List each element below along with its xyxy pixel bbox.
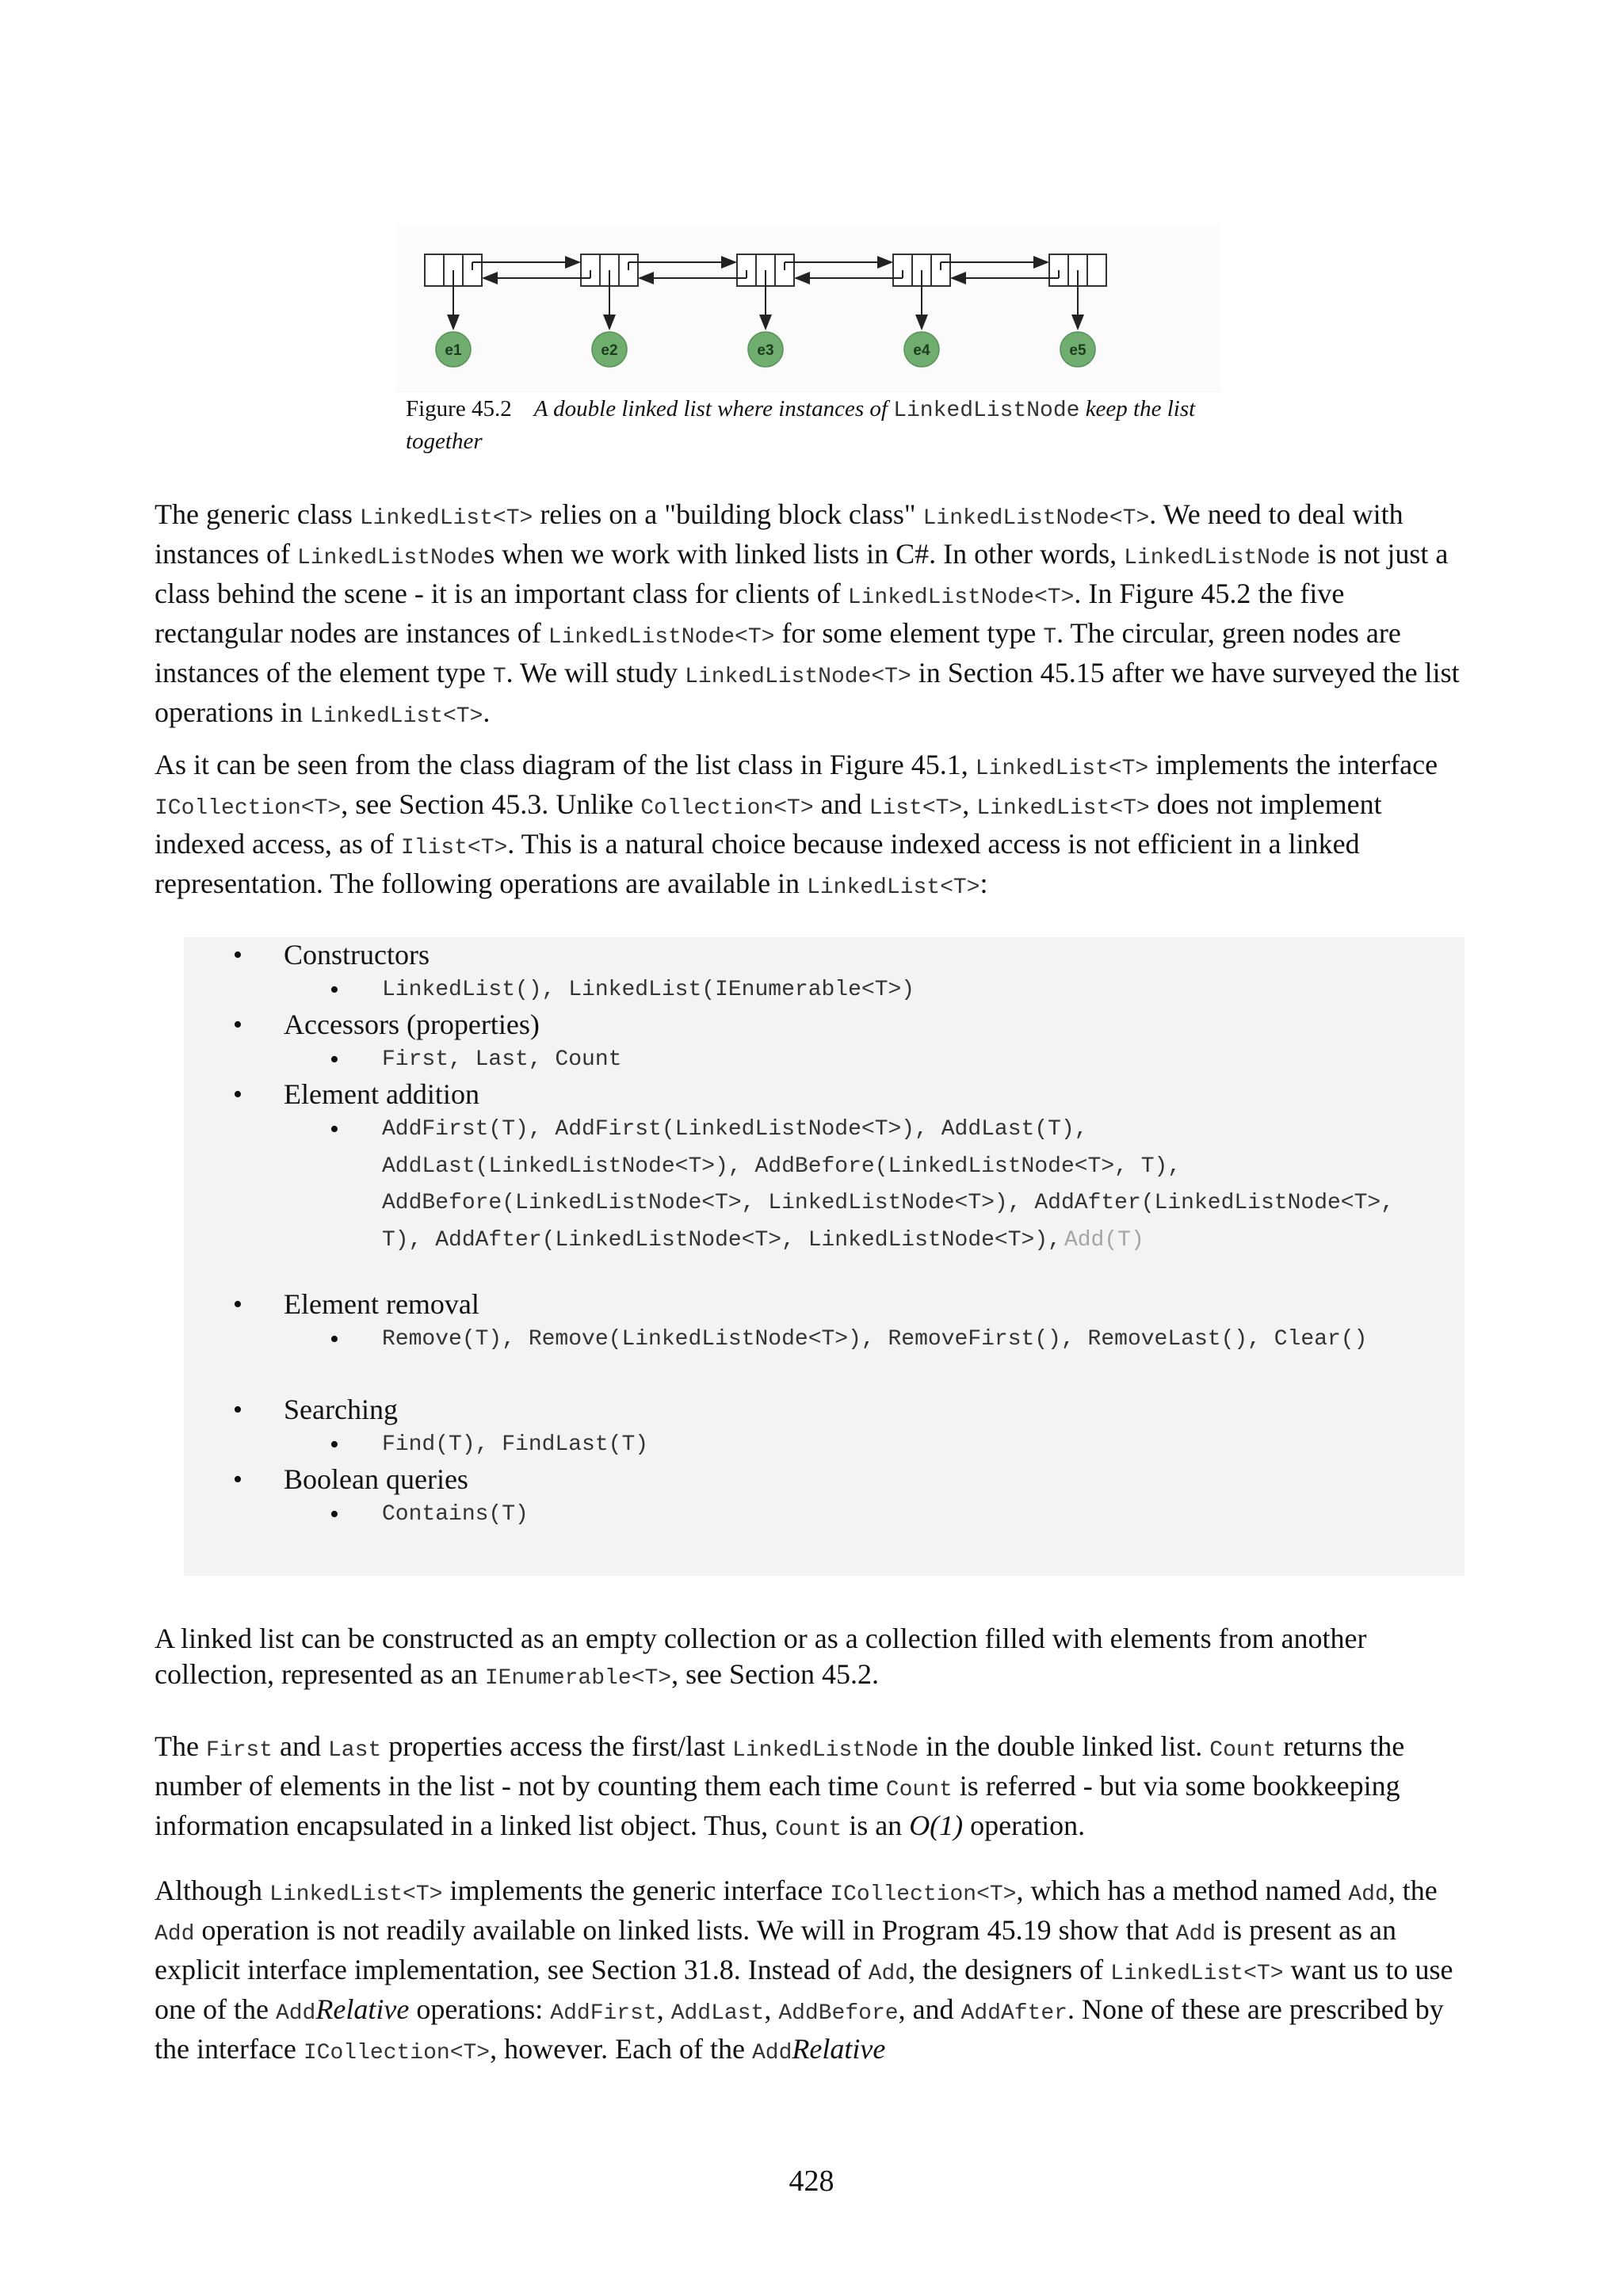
text: is an [842,1810,910,1841]
page-number: 428 [789,2164,834,2198]
code: Add [868,1962,909,1986]
text: implements the interface [1148,749,1438,780]
element-label: e2 [601,342,618,359]
code: AddBefore [778,2001,899,2026]
italic-text: Relative [792,2033,886,2065]
italic-text: Relative [315,1993,410,2025]
text: is referred - but via some bookkeeping information encapsulated in a linked list object. Thus, [155,1770,1400,1841]
text: operation. [963,1810,1086,1841]
element-label: e5 [1069,342,1086,359]
code: Add [275,2001,316,2026]
text: properties access the first/last [381,1730,733,1762]
code: Count [1209,1738,1277,1763]
caption-code: LinkedListNode [893,399,1080,423]
text: , however. Each of the [490,2033,752,2065]
text: in Section 45.15 after we have surveyed the list operations in [155,657,1460,728]
text: A linked list can be constructed as an empty collection or as a collection filled with elements from another collection, represented as an [155,1623,1367,1690]
text: s when we work with linked lists in C#. In other words, [483,538,1125,570]
code-dim: Add(T) [1064,1227,1144,1253]
paragraph-properties [155,1729,1478,1848]
text: , the designers of [908,1954,1111,1985]
text: , [656,1993,671,2025]
element-label: e3 [757,342,774,359]
operation-items [184,1112,1396,1260]
code: LinkedListNode<T> [922,506,1150,531]
operation-group [184,1007,1465,1080]
paragraph-construction [155,1621,1478,1696]
code: LinkedList<T> [975,757,1149,781]
text: : [980,868,988,899]
code: IEnumerable<T> [484,1666,672,1691]
code: Collection<T> [640,796,814,821]
operation-items [184,1428,1396,1465]
code: LinkedListNode<T> [685,665,911,689]
text: is not just a class behind the scene - it is an important class for clients of [155,538,1449,609]
figure-caption [406,394,1238,456]
operation-heading: • Boolean queries [184,1462,1465,1497]
operation-items [184,973,1396,1010]
code: Remove(T), Remove(LinkedListNode<T>), RemoveFirst(), RemoveLast(), Clear() [382,1327,1368,1352]
code: Find(T), FindLast(T) [382,1432,649,1457]
text: for some element type [774,617,1044,649]
operation-group [184,1077,1465,1260]
text: operation is not readily available on linked lists. We will in Program 45.19 show that [194,1914,1176,1946]
text: and [813,788,869,820]
text: . [483,696,491,728]
text: The [155,1730,206,1762]
code: T [492,665,506,689]
code: LinkedListNode [1124,546,1311,570]
text: As it can be seen from the class diagram of the list class in Figure 45.1, [155,749,976,780]
text: . We will study [506,657,685,688]
operation-heading: • Element addition [184,1077,1465,1112]
text: . The circular, green nodes are instances of the element type [155,617,1401,688]
text: in the double linked list. [918,1730,1210,1762]
text: . None of these are prescribed by the interface [155,1993,1444,2065]
text: Although [155,1875,270,1906]
italic-text: O(1) [909,1810,964,1841]
code: ICollection<T> [303,2041,491,2065]
text: is present as an explicit interface implementation, see Section 31.8. Instead of [155,1914,1397,1985]
code: AddAfter [960,2001,1067,2026]
code: Contains(T) [382,1502,529,1527]
text: . We need to deal with instances of [155,498,1403,570]
paragraph-class-diagram [155,747,1478,906]
code: LinkedList<T> [807,875,980,900]
code: LinkedList<T> [269,1882,443,1907]
code: Add [1175,1922,1216,1947]
code: LinkedListNode [296,546,484,570]
code: LinkedList<T> [1110,1962,1284,1986]
code: First [205,1738,273,1763]
code: AddLast [670,2001,765,2026]
code: Add [1348,1882,1388,1907]
operation-group [184,1287,1465,1360]
text: , and [898,1993,961,2025]
code: Add [752,2041,792,2065]
code: Count [885,1778,953,1802]
text: , see Section 45.3. Unlike [341,788,641,820]
element-label: e1 [445,342,462,359]
operation-group [184,937,1465,1010]
code: LinkedListNode [732,1738,919,1763]
paragraph-add-relative [155,1873,1478,2071]
operation-heading: • Constructors [184,937,1465,973]
code: LinkedList<T> [309,704,483,729]
text: , which has a method named [1016,1875,1349,1906]
text: , the [1388,1875,1438,1906]
code: LinkedList<T> [359,506,533,531]
code: LinkedListNode<T> [847,585,1075,610]
code: List<T> [869,796,963,821]
code: LinkedList(), LinkedList(IEnumerable<T>) [382,978,915,1002]
text: . This is a natural choice because indexed access is not efficient in a linked representation. The following operations are available in [155,828,1360,899]
code: Ilist<T> [400,836,508,860]
operations-box [184,937,1465,1576]
operation-group [184,1392,1465,1465]
linked-list-diagram [396,226,1220,392]
operation-items [184,1322,1396,1360]
text: and [272,1730,328,1762]
code: AddFirst(T), AddFirst(LinkedListNode<T>), AddLast(T), AddLast(LinkedListNode<T>), AddBefore(LinkedListNode<T>, T), AddBefore(LinkedListNode<T>, LinkedListNode<T>), AddAfter(LinkedListNode<T>, T), AddAfter(LinkedListNode<T>, LinkedListNode<T>), [382,1117,1395,1253]
element-label: e4 [913,342,930,359]
paragraph-building-block [155,497,1478,734]
text: want us to use one of the [155,1954,1453,2025]
code: AddFirst [550,2001,657,2026]
caption-text-suffix: keep the list together [406,396,1196,454]
code: Add [155,1922,195,1947]
text: does not implement indexed access, as of [155,788,1382,860]
code: T [1043,625,1057,650]
code: ICollection<T> [830,1882,1017,1907]
text: , [962,788,977,820]
operation-heading: • Accessors (properties) [184,1007,1465,1043]
operation-group [184,1462,1465,1535]
linked-list-figure [396,226,1220,392]
code: Count [775,1817,842,1842]
code: LinkedList<T> [976,796,1150,821]
text: operations: [409,1993,551,2025]
figure-number: Figure 45.2 [406,396,512,421]
text: implements the generic interface [442,1875,831,1906]
text: , [764,1993,779,2025]
code: First, Last, Count [382,1047,622,1072]
caption-text-prefix: A double linked list where instances of [533,396,894,421]
text: relies on a "building block class" [533,498,923,530]
operation-items [184,1497,1396,1535]
code: LinkedListNode<T> [548,625,775,650]
code: Last [327,1738,382,1763]
text: The generic class [155,498,360,530]
operation-heading: • Searching [184,1392,1465,1428]
text: . In Figure 45.2 the five rectangular nodes are instances of [155,578,1345,649]
operation-items [184,1043,1396,1080]
text: returns the number of elements in the list - not by counting them each time [155,1730,1405,1802]
code: ICollection<T> [155,796,342,821]
operation-heading: • Element removal [184,1287,1465,1322]
text: , see Section 45.2. [671,1658,880,1690]
